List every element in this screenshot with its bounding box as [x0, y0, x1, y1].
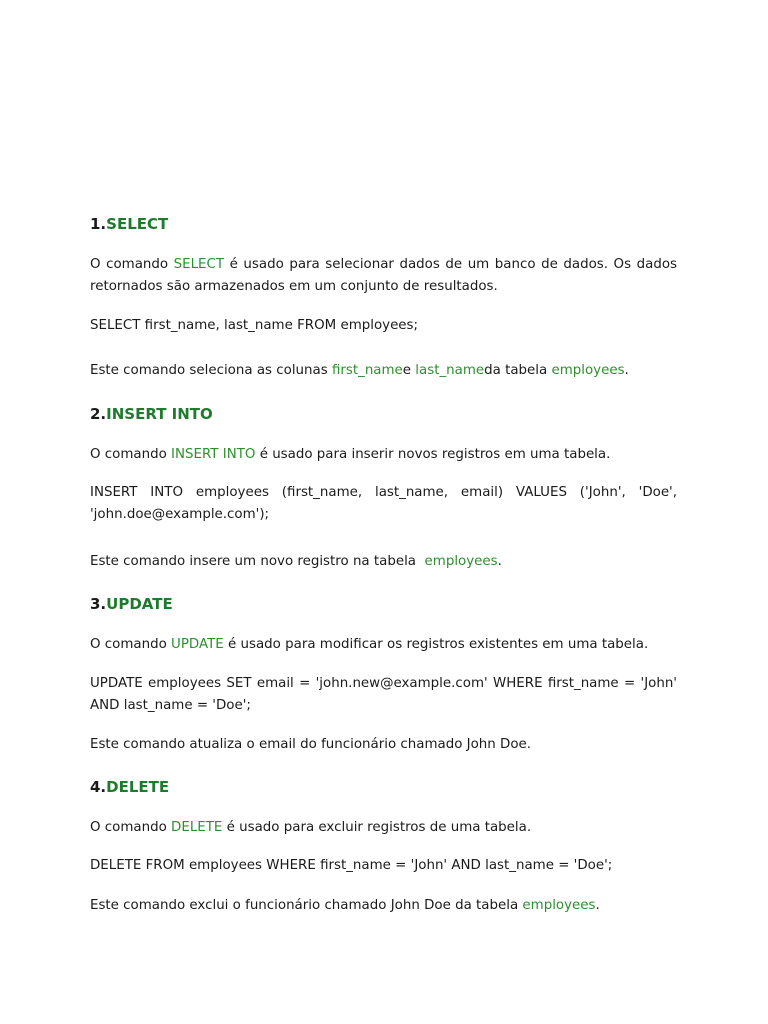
text-fragment: O comando: [90, 637, 172, 652]
column-highlight: last_name: [415, 363, 485, 378]
section-explanation: [90, 360, 677, 382]
text-fragment: é usado para inserir novos registros em uma tabela.: [255, 447, 611, 462]
code-line: INSERT INTO employees (first_name, last_name, email) VALUES ('John', 'Doe',: [90, 485, 677, 500]
section-explanation: [90, 895, 677, 917]
section-description: [90, 634, 677, 656]
text-fragment: é usado para excluir registros de uma tabela.: [222, 820, 532, 835]
code-line: AND last_name = 'Doe';: [90, 698, 251, 713]
code-example: SELECT first_name, last_name FROM employees;: [90, 318, 419, 333]
section-explanation: [90, 551, 677, 573]
text-fragment: Este comando seleciona as colunas: [90, 363, 332, 378]
section-explanation: Este comando atualiza o email do funcionário chamado John Doe.: [90, 737, 532, 752]
section-keyword: SELECT: [106, 215, 169, 233]
keyword-highlight: SELECT: [173, 257, 225, 272]
code-line: 'john.doe@example.com');: [90, 507, 270, 522]
code-line: UPDATE employees SET email = 'john.new@example.com' WHERE first_name = 'John': [90, 676, 677, 691]
section-description: [90, 817, 677, 839]
text-fragment: O comando: [90, 820, 172, 835]
section-keyword: UPDATE: [106, 595, 173, 613]
text-fragment: O comando: [90, 447, 172, 462]
text-fragment: e: [402, 363, 416, 378]
text-fragment: é usado para modificar os registros existentes em uma tabela.: [223, 637, 649, 652]
text-fragment: .: [624, 363, 629, 378]
text-fragment: O comando: [90, 257, 174, 272]
section-description: [90, 254, 677, 298]
text-fragment: da tabela: [484, 363, 552, 378]
code-example: DELETE FROM employees WHERE first_name = 'John' AND last_name = 'Doe';: [90, 858, 613, 873]
section-heading-select: [90, 214, 168, 234]
table-highlight: employees: [522, 898, 596, 913]
section-keyword: INSERT INTO: [106, 405, 213, 423]
keyword-highlight: UPDATE: [171, 637, 224, 652]
section-heading-insert-into: [90, 404, 213, 424]
keyword-highlight: INSERT INTO: [171, 447, 256, 462]
text-fragment: é usado para selecionar dados de um banco de dados. Os dados retornados são armazenados em um conjunto de resultados.: [90, 257, 677, 294]
section-number: 2.: [90, 405, 107, 423]
text-fragment: .: [497, 554, 502, 569]
code-example: [90, 482, 677, 526]
text-fragment: Este comando exclui o funcionário chamado John Doe da tabela: [90, 898, 523, 913]
section-description: [90, 444, 677, 466]
text-fragment: Este comando insere um novo registro na tabela: [90, 554, 425, 569]
column-highlight: first_name: [331, 363, 403, 378]
section-keyword: DELETE: [106, 778, 170, 796]
section-number: 4.: [90, 778, 107, 796]
section-number: 1.: [90, 215, 107, 233]
keyword-highlight: DELETE: [171, 820, 223, 835]
section-heading-delete: [90, 777, 169, 797]
text-fragment: .: [595, 898, 600, 913]
code-example: [90, 673, 677, 717]
table-highlight: employees: [551, 363, 625, 378]
table-highlight: employees: [424, 554, 498, 569]
section-number: 3.: [90, 595, 107, 613]
section-heading-update: [90, 594, 173, 614]
